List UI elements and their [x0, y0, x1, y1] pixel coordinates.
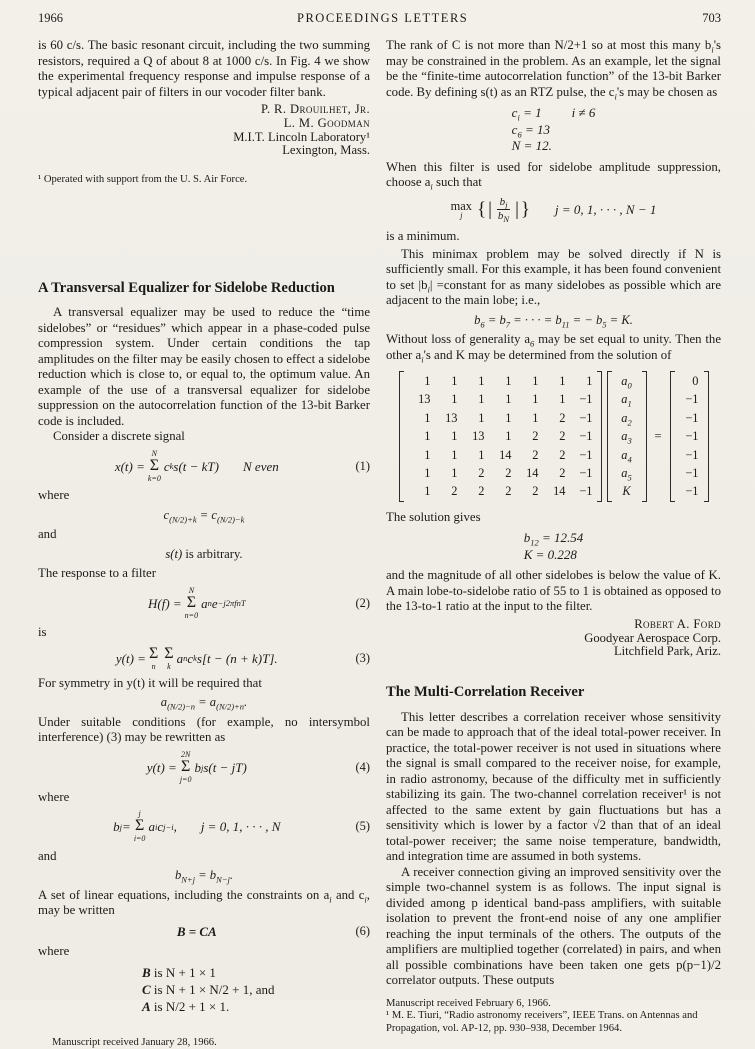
subscript: i	[711, 44, 714, 55]
matrix-equation	[386, 371, 721, 502]
sum-upper-limit: N	[188, 585, 195, 595]
paragraph	[38, 888, 370, 919]
section-heading-transversal-equalizer: A Transversal Equalizer for Sidelobe Reduction	[38, 279, 335, 296]
footnote-air-force: ¹ Operated with support from the U. S. Air Force.	[38, 174, 248, 186]
matrix-symbol: B	[142, 964, 151, 980]
signature-block-right	[386, 618, 721, 659]
subscript: (N/2)−k	[216, 514, 245, 525]
text-run: such that	[432, 175, 482, 189]
equation-condition: N even	[243, 458, 279, 474]
abs-bar: |	[515, 199, 519, 220]
math-text: = 13	[521, 121, 550, 137]
math-text: b	[497, 210, 504, 223]
coefficient-line	[512, 122, 596, 139]
matrix-bracket-right	[642, 371, 647, 502]
text-run: This minimax problem may be solved directly if N is sufficiently small. For this example, it has been found convenient to set |b	[386, 246, 721, 292]
rhs-cell: 0	[692, 374, 699, 388]
math-text: .	[229, 868, 234, 883]
math-text: c	[187, 650, 194, 666]
summation-symbol	[149, 646, 158, 671]
solution-line	[524, 530, 584, 547]
minimax-expression	[386, 196, 721, 225]
paragraph: A receiver connection giving an improved sensitivity over the simple two-channel system is as follows. The input signal is divided among p identical band-pass amplifiers, with suitable isolation to prevent the front-end noise of any one amplifier reaching the input terminals of the others. The outputs of the amplifiers are multiplied together (correlated) in pairs, and when all possible combinations have been taken one gets p(p−1)/2 correlator outputs. These outputs	[386, 864, 721, 988]
summation-symbol	[148, 450, 161, 484]
coefficient-matrix	[399, 371, 602, 502]
math-text: b	[194, 759, 201, 775]
matrix-cell: 1	[559, 374, 566, 388]
matrix-cell: 1	[424, 429, 431, 444]
math-text: a	[621, 447, 628, 462]
equation-number: (2)	[355, 595, 370, 610]
paragraph: The solution gives	[386, 509, 481, 524]
vector-cell	[614, 372, 640, 390]
subscript: 6	[530, 338, 535, 349]
text-run: may be set equal to unity. Then the other a	[386, 332, 721, 362]
subscript: i	[364, 894, 367, 905]
equation-condition: i ≠ 6	[571, 105, 596, 120]
math-text: b	[174, 868, 182, 883]
math-text: H(f) =	[147, 595, 182, 611]
matrix-cell: 2	[532, 484, 539, 499]
unknown-vector	[607, 371, 647, 502]
matrix-row	[406, 446, 595, 464]
fraction-numerator	[497, 196, 511, 211]
math-text: a	[621, 410, 628, 425]
sidelobe-relation	[386, 313, 721, 329]
text-run: When this filter is used for sidelobe amplitude suppression, choose a	[386, 159, 721, 189]
subscript: 7	[505, 319, 511, 330]
equation-5	[38, 810, 370, 844]
sum-lower-limit: j=0	[179, 775, 192, 785]
dimension-list	[142, 964, 370, 1015]
author-location: Litchfield Park, Ariz.	[613, 644, 721, 659]
math-text: a	[176, 650, 184, 666]
paragraph	[386, 160, 721, 191]
matrix-cell: 2	[532, 447, 539, 462]
vector-cell	[614, 464, 640, 482]
matrix-row	[406, 409, 595, 427]
dimension-line	[142, 981, 370, 998]
dimension-line	[142, 964, 370, 981]
matrix-cell: 2	[559, 429, 566, 444]
connector-word: and	[38, 848, 57, 863]
connector-word: and	[38, 527, 57, 542]
relation-b-symmetry	[38, 868, 370, 884]
author-affiliation: Goodyear Aerospace Corp.	[584, 630, 721, 645]
matrix-cell: −1	[579, 429, 593, 444]
operator-text: max	[450, 198, 472, 213]
paragraph: This letter describes a correlation receiver whose sensitivity can be made to approach that of the ideal total-power receiver. In practice, the total-power receiver is not used in situations where the signal is small compared to the receiver noise, for example, in radio astronomy, because of the difficulty met in sufficiently stabilizing its gain. The two-channel correlation receiver¹ is not affected to the same extent by gain fluctuations but has a sensitivity which is lower by a factor √2 than that of an ideal total-power receiver; the same noise temperature, bandwidth, and integration time are assumed in both systems.	[386, 709, 721, 864]
subscript: i	[430, 181, 433, 192]
rhs-cell: −1	[685, 466, 699, 481]
matrix-symbol: A	[142, 998, 151, 1014]
matrix-cell: 1	[424, 374, 431, 388]
rhs-cell: −1	[685, 484, 699, 499]
math-text: e	[211, 595, 218, 611]
math-text: b	[499, 195, 506, 208]
connector-word: where	[38, 488, 70, 503]
math-text: a	[621, 466, 628, 481]
paragraph: is a minimum.	[386, 229, 460, 243]
text-run: The rank of C is not more than N/2+1 so at most this many b	[386, 38, 712, 52]
vector-cell	[614, 409, 640, 427]
equation-3-body: y(t) = Σ n Σ k a n c k s[t − (n + k)T].	[115, 644, 278, 671]
footnote-line: Manuscript received February 6, 1966.	[386, 997, 551, 1009]
matrix-cell: 1	[559, 392, 566, 407]
subscript: 11	[561, 319, 570, 330]
text-run: | =constant for as many sidelobes as possible which are adjacent to the main lobe; i.e.,	[386, 277, 721, 307]
matrix-cell: 1	[586, 374, 593, 388]
math-text: = K.	[606, 312, 633, 327]
math-text: B = CA	[176, 923, 217, 939]
vector-cell	[614, 482, 640, 500]
equation-1	[38, 450, 370, 484]
matrix-row	[406, 390, 595, 408]
author-location: Lexington, Mass.	[282, 143, 370, 158]
matrix-cell: 1	[478, 447, 485, 462]
matrix-cell: 1	[478, 374, 485, 388]
fraction-denominator	[495, 210, 512, 224]
matrix-cell: 1	[505, 392, 512, 407]
math-text: c	[511, 121, 518, 137]
equation-4-body: y(t) = 2N Σ j=0 b j s(t − jT)	[146, 749, 247, 785]
subscript: 5	[627, 472, 632, 483]
matrix-cell: −1	[579, 447, 593, 462]
math-text: y(t) =	[146, 759, 177, 775]
paragraph: A transversal equalizer may be used to reduce the “time sidelobes” or “residues” which appear in a phase-coded pulse compression system. Under certain conditions the tap amplitudes on the filter may be easily chosen to effect a sidelobe reduction which is close to, or equal to, the optimum value. An example of the use of a transversal equalizer for sidelobe suppression on the autocorrelation function of the 13-bit Barker code is included.	[38, 305, 370, 428]
page-number: 703	[702, 11, 721, 25]
author-name: L. M. Goodman	[283, 115, 370, 130]
equals-sign: =	[654, 428, 662, 443]
footnote-line: ¹ M. E. Tiuri, “Radio astronomy receivers”, IEEE Trans. on Antennas and Propagation, vol. AP-12, pp. 930–938, December 1964.	[386, 1010, 698, 1034]
matrix-cell: 1	[505, 374, 512, 388]
dimension-line	[142, 998, 370, 1015]
sigma-glyph: Σ	[149, 456, 159, 474]
math-text: y(t) =	[115, 650, 146, 666]
subscript: (N/2)−n	[167, 701, 196, 712]
sigma-glyph: Σ	[180, 758, 191, 776]
matrix-symbol: C	[142, 981, 151, 997]
matrix-cell: 1	[532, 374, 539, 388]
math-text: a	[621, 374, 628, 388]
matrix-cell: 1	[478, 410, 485, 425]
sigma-glyph: Σ	[148, 644, 159, 662]
equation-condition: j = 0, 1, · · · , N	[200, 819, 281, 835]
matrix-cell: −1	[579, 392, 593, 407]
matrix-cell: 14	[499, 447, 512, 462]
minimax-body	[386, 196, 721, 225]
math-text: b	[523, 530, 531, 546]
author-affiliation: M.I.T. Lincoln Laboratory¹	[233, 129, 370, 144]
matrix-cell: 1	[451, 374, 458, 388]
paragraph	[386, 247, 721, 309]
matrix-row	[406, 372, 595, 390]
coefficient-line: N = 12.	[511, 138, 552, 153]
subscript: 2	[627, 417, 632, 428]
subscript: 4	[627, 454, 632, 465]
matrix-cell: 2	[505, 484, 512, 499]
paragraph: For symmetry in y(t) it will be required that	[38, 675, 262, 690]
sum-lower-limit: n=0	[184, 610, 199, 620]
matrix-bracket-right	[597, 371, 602, 502]
matrix-cell: 13	[445, 410, 458, 425]
subscript: i	[421, 354, 424, 365]
matrix-cell: 1	[451, 392, 458, 407]
subscript: 12	[530, 537, 539, 548]
equation-6	[38, 924, 370, 940]
abs-bar: |	[488, 199, 492, 220]
subscript: 5	[602, 319, 607, 330]
operator-subscript: j	[460, 210, 463, 220]
left-column	[38, 38, 370, 1049]
equation-2-body: H(f) = N Σ n=0 a n e −j2πfnT	[147, 585, 246, 620]
solution-values	[524, 530, 584, 563]
subscript: 0	[627, 380, 632, 391]
rhs-vector	[670, 371, 709, 502]
text-run: and c	[331, 887, 365, 902]
subscript: 6	[480, 319, 485, 330]
connector-word: is	[38, 625, 47, 640]
matrix-row	[406, 482, 595, 500]
subscript: (N/2)+n	[216, 701, 245, 712]
matrix-cell: 2	[505, 466, 512, 481]
equation-condition: j = 0, 1, · · · , N − 1	[555, 202, 657, 217]
journal-title: PROCEEDINGS LETTERS	[297, 11, 469, 25]
text-run: 's may be constrained in the problem. As an example, let the signal be the “finite-time autocorrelation function” of the 13-bit Barker code. By defining s(t) as an RTZ pulse, the c	[386, 38, 721, 99]
matrix-cell: 1	[451, 429, 458, 444]
math-text: = − b	[569, 312, 603, 327]
matrix-cell: 1	[451, 447, 458, 462]
fraction	[495, 196, 512, 225]
text-run: Without loss of generality a	[386, 332, 531, 346]
math-text: = a	[195, 695, 217, 710]
summation-symbol	[134, 810, 146, 844]
equation-1-body: x(t) = N Σ k=0 c k s(t − kT) N even	[114, 448, 279, 483]
subscript: i	[614, 91, 617, 102]
text-run: , may be written	[38, 887, 370, 918]
subscript: N+j	[181, 874, 196, 885]
equation-4	[38, 751, 370, 785]
right-column	[386, 38, 721, 1035]
math-text: s(t)	[165, 546, 183, 561]
math-text: b	[474, 312, 481, 327]
math-text: .	[244, 695, 248, 710]
matrix-cell: 1	[424, 466, 431, 481]
math-text: = b	[195, 868, 217, 883]
matrix-cell: −1	[579, 410, 593, 425]
matrix-cell: −1	[579, 484, 593, 499]
equation-number: (4)	[355, 759, 370, 774]
matrix-cell: 1	[424, 410, 431, 425]
math-text: = c	[196, 507, 217, 522]
matrix-cell: 14	[553, 484, 566, 499]
equation-number: (1)	[355, 458, 370, 473]
matrix-cell: 1	[424, 447, 431, 462]
vector-cell	[614, 427, 640, 445]
s-arbitrary-line	[38, 547, 370, 563]
signature-block-left	[38, 103, 370, 158]
page-header	[38, 11, 721, 26]
math-text: =	[122, 819, 131, 835]
math-text: a	[621, 429, 628, 444]
math-text: K	[622, 484, 631, 499]
math-text: c	[163, 458, 170, 474]
text-run: 's may be chosen as	[616, 84, 718, 99]
vector-cell	[614, 390, 640, 408]
subscript: i	[427, 284, 430, 295]
equation-6-body	[38, 924, 356, 940]
matrix-cell: 2	[559, 447, 566, 462]
subscript: 3	[627, 435, 632, 446]
matrix-cell: 14	[526, 466, 539, 481]
paragraph: and the magnitude of all other sidelobes is below the value of K. A main lobe-to-sidelobe ratio of 55 to 1 is obtained as opposed to the 13-to-1 ratio at the input to the filter.	[386, 568, 721, 614]
math-text: s(t − jT)	[203, 759, 247, 775]
math-text: ,	[173, 819, 177, 835]
matrix-bracket-right	[704, 371, 709, 502]
dimension-text: is N + 1 × 1	[150, 964, 216, 980]
math-text: b	[113, 819, 120, 835]
matrix-cell: 1	[505, 410, 512, 425]
equation-number: (5)	[355, 819, 370, 834]
max-operator	[451, 200, 472, 220]
paragraph: The response to a filter	[38, 566, 156, 581]
matrix-cell: 2	[451, 484, 458, 499]
sum-upper-limit: j	[138, 809, 141, 819]
equation-5-body: b j = j Σ i=0 a i c j−i , j = 0, 1, · · · , N	[113, 809, 281, 844]
subscript: j	[505, 199, 508, 210]
matrix-cell: 1	[505, 429, 512, 444]
math-text: s(t − kT)	[173, 458, 219, 474]
equation-number: (3)	[355, 650, 370, 665]
matrix-cell: 13	[472, 429, 485, 444]
sigma-glyph: Σ	[164, 644, 174, 662]
subscript: 6	[517, 129, 522, 140]
math-text: s[t − (n + k)T].	[196, 650, 278, 666]
matrix-cell: 2	[559, 410, 566, 425]
intro-paragraph: is 60 c/s. The basic resonant circuit, including the two summing resistors, required a Q of about 8 at 1000 c/s. In Fig. 4 we show the experimental frequency response and impulse response of a typical adjacent pair of filters in our vocoder filter bank.	[38, 38, 370, 99]
paragraph	[386, 38, 721, 100]
vector-grid	[612, 371, 642, 502]
math-text: a	[160, 695, 168, 710]
sum-upper-limit: N	[151, 448, 158, 458]
rhs-grid	[675, 371, 704, 502]
solution-line: K = 0.228	[523, 546, 577, 562]
left-brace: {	[476, 199, 487, 220]
equation-2	[38, 587, 370, 621]
summation-symbol	[180, 751, 192, 785]
subscript: N−j	[216, 874, 230, 885]
matrix-cell: 2	[532, 429, 539, 444]
matrix-cell: 2	[559, 466, 566, 481]
math-text: a	[148, 819, 155, 835]
right-brace: }	[520, 199, 531, 220]
connector-word: where	[38, 944, 70, 959]
sum-upper-limit: 2N	[180, 749, 191, 759]
paragraph: Consider a discrete signal	[53, 429, 185, 444]
dimension-text: is N + 1 × N/2 + 1, and	[150, 981, 275, 997]
math-text: x(t) =	[114, 458, 145, 474]
text-run: A set of linear equations, including the constraints on a	[38, 887, 330, 902]
math-text: a	[621, 392, 628, 407]
math-text: c	[163, 507, 170, 522]
equation-number: (6)	[355, 923, 370, 938]
connector-word: where	[38, 789, 70, 804]
math-text: = b	[484, 312, 506, 327]
text-run: 's and K may be determined from the solution of	[423, 347, 672, 362]
equation-3	[38, 646, 370, 671]
matrix-cell: 1	[424, 484, 431, 499]
year-label: 1966	[38, 11, 63, 25]
plain-text: is arbitrary.	[182, 546, 243, 561]
subscript: N	[503, 214, 510, 225]
coefficient-line	[512, 105, 596, 122]
rhs-cell: −1	[685, 429, 699, 444]
paragraph: Under suitable conditions (for example, no intersymbol interference) (3) may be rewritten as	[38, 714, 370, 745]
matrix-cell: 1	[532, 410, 539, 425]
rhs-cell: −1	[685, 392, 699, 407]
author-name: Robert A. Ford	[634, 616, 721, 631]
sum-lower-limit: k	[167, 661, 171, 671]
matrix-cell: 2	[478, 484, 485, 499]
matrix-cell: 1	[478, 392, 485, 407]
rhs-cell: −1	[685, 410, 699, 425]
matrix-cell: 13	[418, 392, 431, 407]
relation-c-symmetry	[38, 508, 370, 524]
sum-lower-limit: k=0	[147, 473, 161, 483]
matrix-cell: −1	[579, 466, 593, 481]
matrix-cell: 1	[532, 392, 539, 407]
math-text: = · · · = b	[510, 312, 562, 327]
subscript: i	[517, 112, 520, 123]
math-text: = 1	[519, 105, 542, 120]
sum-lower-limit: i=0	[133, 834, 146, 844]
matrix-row	[406, 427, 595, 445]
math-text: = 12.54	[538, 530, 584, 546]
vector-cell	[614, 446, 640, 464]
subscript: 1	[627, 398, 632, 409]
section-heading-multi-correlation: The Multi-Correlation Receiver	[386, 684, 585, 701]
dimension-text: is N/2 + 1 × 1.	[150, 998, 230, 1014]
sum-lower-limit: n	[151, 661, 156, 671]
matrix-grid	[404, 371, 597, 502]
rhs-cell: −1	[685, 447, 699, 462]
author-name: P. R. Drouilhet, Jr.	[260, 102, 370, 116]
sigma-glyph: Σ	[134, 817, 145, 835]
sigma-glyph: Σ	[186, 594, 197, 612]
matrix-cell: 2	[478, 466, 485, 481]
math-text: c	[511, 105, 518, 120]
matrix-row	[406, 464, 595, 482]
paragraph	[386, 332, 721, 363]
manuscript-note-left: Manuscript received January 28, 1966.	[52, 1036, 217, 1048]
relation-a-symmetry	[38, 695, 370, 711]
math-text: a	[201, 595, 208, 611]
summation-symbol	[185, 587, 198, 621]
matrix-cell: 1	[451, 466, 458, 481]
subscript: (N/2)+k	[169, 514, 197, 525]
coefficient-values	[512, 105, 596, 155]
subscript: i	[329, 894, 332, 905]
math-text: c	[157, 819, 164, 835]
summation-symbol	[164, 646, 173, 671]
footnotes-right	[386, 998, 721, 1035]
